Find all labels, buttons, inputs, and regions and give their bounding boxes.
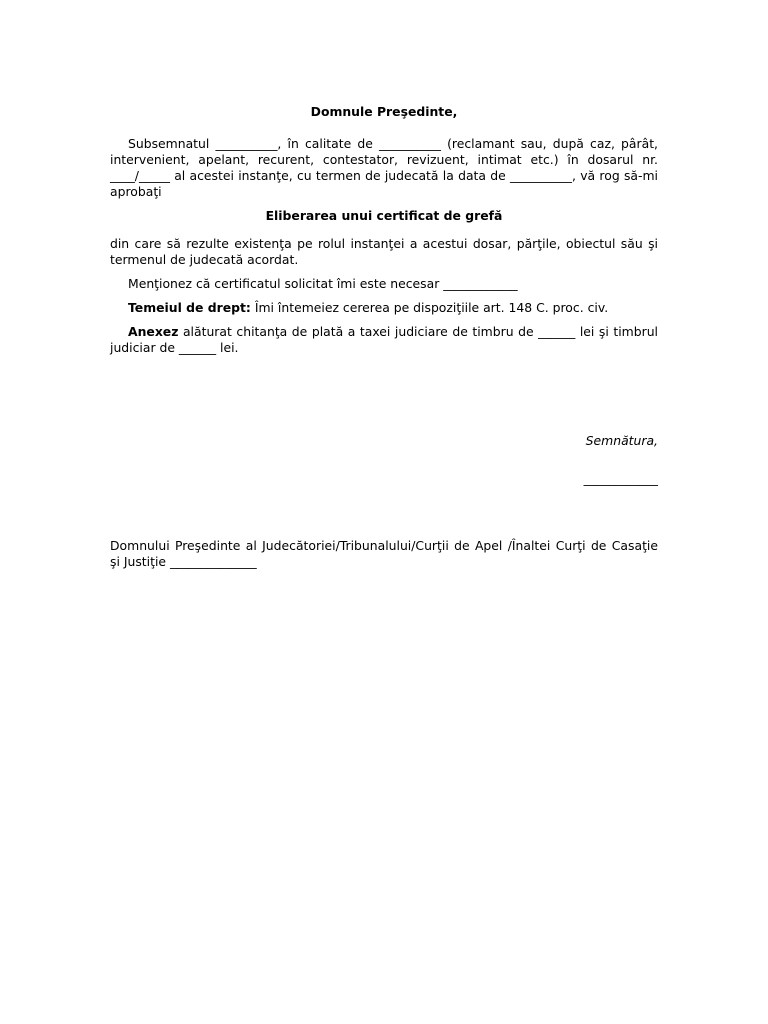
addressee-line: Domnului Preşedinte al Judecătoriei/Tribunalului/Curţii de Apel /Înaltei Curţi de Casaţie şi Justiţie ______________ <box>110 538 658 569</box>
intro-paragraph: Subsemnatul __________, în calitate de __________ (reclamant sau, după caz, pârât, intervenient, apelant, recurent, contestator, revizuent, intimat etc.) în dosarul nr. ____/_____ al acestei instanţe, cu termen de judecată la data de __________, vă rog să-mi aprobaţi <box>110 136 658 199</box>
annex-label: Anexez <box>128 324 179 339</box>
purpose-paragraph: din care să rezulte existenţa pe rolul instanţei a acestui dosar, părţile, obiectul său şi termenul de judecată acordat. <box>110 236 658 267</box>
request-subheading: Eliberarea unui certificat de grefă <box>265 208 503 223</box>
legal-basis-label: Temeiul de drept: <box>128 300 251 315</box>
document-body <box>110 104 658 364</box>
document-title: Domnule Preşedinte, <box>310 104 458 119</box>
signature-line: ____________ <box>583 471 658 486</box>
signature-label: Semnătura, <box>585 433 658 448</box>
annex-text: alăturat chitanţa de plată a taxei judiciare de timbru de ______ lei şi timbrul judiciar de ______ lei. <box>110 324 658 355</box>
necessity-paragraph: Menţionez că certificatul solicitat îmi este necesar ____________ <box>128 276 518 291</box>
legal-basis-text: Îmi întemeiez cererea pe dispoziţiile art. 148 C. proc. civ. <box>250 300 609 315</box>
annex-paragraph <box>110 324 658 356</box>
legal-basis-paragraph <box>110 300 658 316</box>
signature-block <box>458 433 658 487</box>
